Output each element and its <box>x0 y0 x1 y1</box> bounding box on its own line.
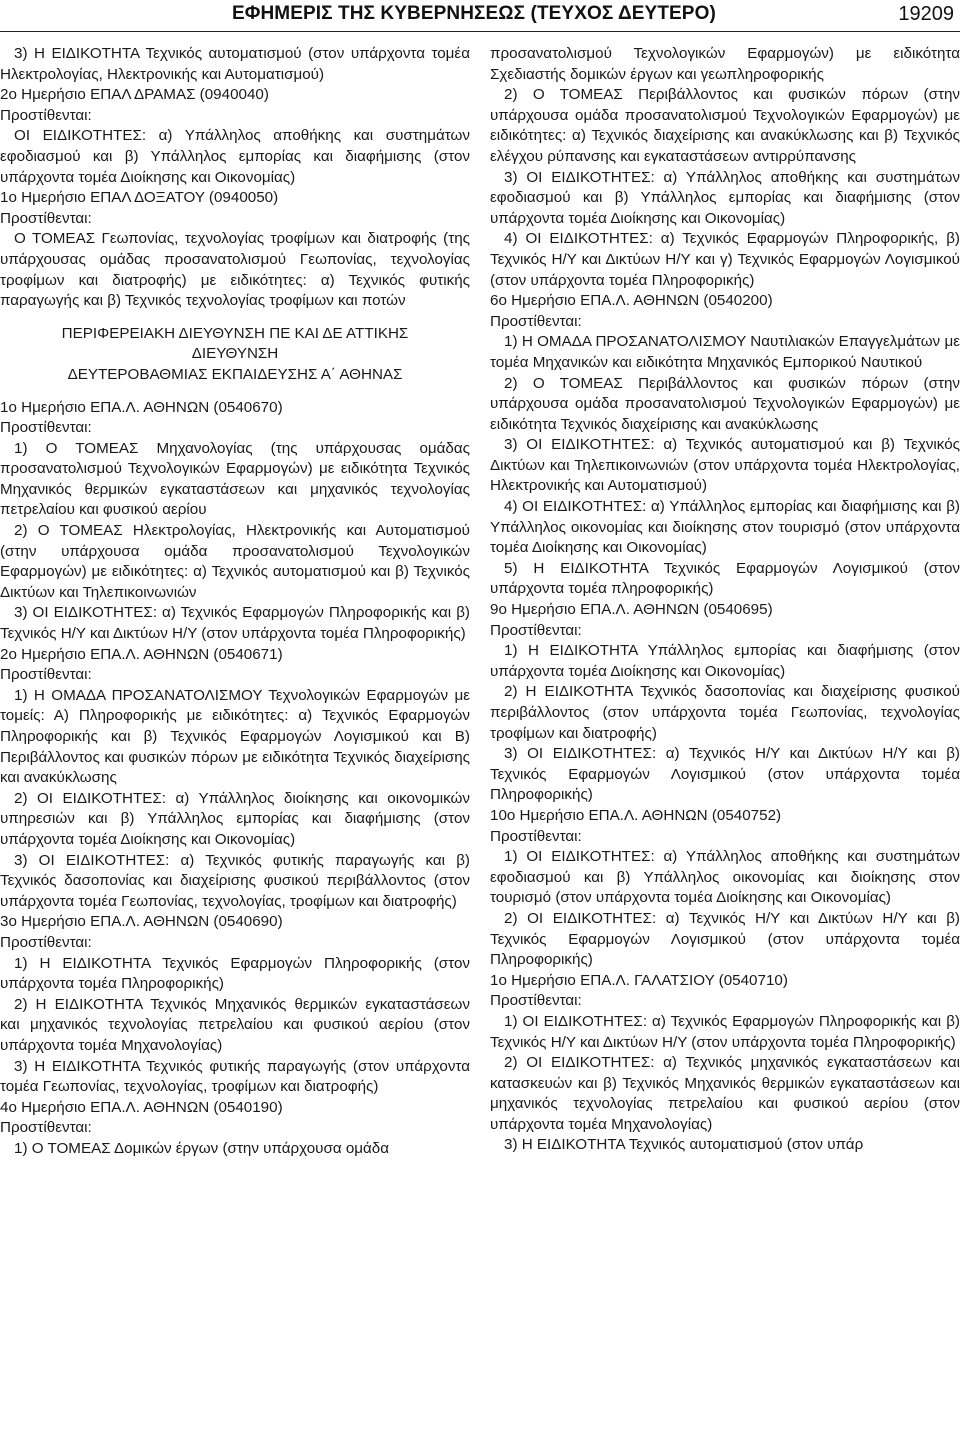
paragraph: 3) Η ΕΙΔΙΚΟΤΗΤΑ Τεχνικός φυτικής παραγωγής (στον υπάρχοντα τομέα Γεωπονίας, τεχνολογίας, τροφίμων και διατροφής) <box>0 1057 470 1096</box>
paragraph: 1) Ο ΤΟΜΕΑΣ Δομικών έργων (στην υπάρχουσα ομάδα <box>14 1139 390 1157</box>
paragraph: 1) Η ΟΜΑΔΑ ΠΡΟΣΑΝΑΤΟΛΙΣΜΟΥ Ναυτιλιακών Επαγγελμάτων με τομέα Μηχανικών και ειδικότητα Μηχανικός Εμπορικού Ναυτικού <box>490 333 960 371</box>
paragraph: 2) Ο ΤΟΜΕΑΣ Περιβάλλοντος και φυσικών πόρων (στην υπάρχουσα ομάδα προσανατολισμού Τεχνολογικών Εφαρμογών) με ειδικότητες: α) Τεχνικός διαχείρισης και ανακύκλωσης και β) Τεχνικός ελέγχου ρύπανσης και εγκαταστάσεων αντιρρύπανσης <box>490 86 960 165</box>
page-header <box>0 0 960 34</box>
paragraph: 2) Η ΕΙΔΙΚΟΤΗΤΑ Τεχνικός Μηχανικός θερμικών εγκαταστάσεων και μηχανικός τεχνολογίας πετρελαίου και φυσικού αερίου (στον υπάρχοντα τομέα Μηχανολογίας) <box>0 995 470 1054</box>
paragraph: 1) Ο ΤΟΜΕΑΣ Μηχανολογίας (της υπάρχουσας ομάδας προσανατολισμού Τεχνολογικών Εφαρμογών) με ειδικότητα Τεχνικός Μηχανικός θερμικών εγκαταστάσεων και μηχανικός τεχνολογίας πετρελαίου και φυσικού αερίου <box>0 439 470 519</box>
paragraph: 2) ΟΙ ΕΙΔΙΚΟΤΗΤΕΣ: α) Τεχνικός Η/Υ και Δικτύων Η/Υ και β) Τεχνικός Εφαρμογών Λογισμικού (στον υπάρχοντα τομέα Πληροφορικής) <box>490 909 960 969</box>
school-heading: 1ο Ημερήσιο ΕΠΑ.Λ. ΑΘΗΝΩΝ (0540670) <box>0 398 283 416</box>
school-heading: 10ο Ημερήσιο ΕΠΑ.Λ. ΑΘΗΝΩΝ (0540752) <box>490 806 782 824</box>
gazette-title: ΕΦΗΜΕΡΙΣ ΤΗΣ ΚΥΒΕΡΝΗΣΕΩΣ (ΤΕΥΧΟΣ ΔΕΥΤΕΡΟ) <box>232 3 716 24</box>
paragraph: 3) ΟΙ ΕΙΔΙΚΟΤΗΤΕΣ: α) Τεχνικός φυτικής παραγωγής και β) Τεχνικός δασοπονίας και διαχείρισης φυσικού περιβάλλοντος (στον υπάρχοντα τομέα Γεωπονίας, τεχνολογίας, τροφίμων και διατροφής) <box>0 851 470 910</box>
additions-label: Προστίθενται: <box>0 666 92 684</box>
right-column <box>490 44 960 1156</box>
left-column <box>0 44 470 1159</box>
school-heading: 1ο Ημερήσιο ΕΠΑ.Λ. ΓΑΛΑΤΣΙΟΥ (0540710) <box>490 971 788 989</box>
paragraph: 2) ΟΙ ΕΙΔΙΚΟΤΗΤΕΣ: α) Υπάλληλος διοίκησης και οικονομικών υπηρεσιών και β) Υπάλληλος εμπορίας και διαφήμισης (στον υπάρχοντα τομέα Διοίκησης και Οικονομίας) <box>0 789 470 848</box>
paragraph: 3) ΟΙ ΕΙΔΙΚΟΤΗΤΕΣ: α) Τεχνικός αυτοματισμού και β) Τεχνικός Δικτύων και Τηλεπικοινωνιών (στον υπάρχοντα τομέα Ηλεκτρολογίας, Ηλεκτρονικής και Αυτοματισμού) <box>490 436 960 495</box>
paragraph: 1) ΟΙ ΕΙΔΙΚΟΤΗΤΕΣ: α) Υπάλληλος αποθήκης και συστημάτων εφοδιασμού και β) Υπάλληλος οικονομίας και διοίκησης στον τουρισμό (στον υπάρχοντα τομέα Διοίκησης και Οικονομίας) <box>490 848 960 907</box>
school-heading: 4ο Ημερήσιο ΕΠΑ.Λ. ΑΘΗΝΩΝ (0540190) <box>0 1098 283 1116</box>
paragraph: Ο ΤΟΜΕΑΣ Γεωπονίας, τεχνολογίας τροφίμων και διατροφής (της υπάρχουσας ομάδας προσανατολισμού Γεωπονίας, τεχνολογίας τροφίμων και διατροφής) με ειδικότητες: α) Τεχνικός φυτικής παραγωγής και β) Τεχνικός τεχνολογίας τροφίμων και ποτών <box>0 230 470 310</box>
school-heading: 2ο Ημερήσιο ΕΠΑΛ ΔΡΑΜΑΣ (0940040) <box>0 86 269 104</box>
paragraph: 1) Η ΟΜΑΔΑ ΠΡΟΣΑΝΑΤΟΛΙΣΜΟΥ Τεχνολογικών Εφαρμογών με τομείς: Α) Πληροφορικής με ειδικότητες: α) Τεχνικός Εφαρμογών Πληροφορικής και β) Τεχνικός Εφαρμογών Λογισμικού και Β) Περιβάλλοντος και φυσικών πόρων με ειδικότητα Τεχνικός διαχείρισης και ανακύκλωσης <box>0 686 470 787</box>
paragraph: 3) ΟΙ ΕΙΔΙΚΟΤΗΤΕΣ: α) Υπάλληλος αποθήκης και συστημάτων εφοδιασμού και β) Υπάλληλος εμπορίας και διαφήμισης (στον υπάρχοντα τομέα Διοίκησης και Οικονομίας) <box>490 168 960 227</box>
paragraph: 3) ΟΙ ΕΙΔΙΚΟΤΗΤΕΣ: α) Τεχνικός Η/Υ και Δικτύων Η/Υ και β) Τεχνικός Εφαρμογών Λογισμικού (στον υπάρχοντα τομέα Πληροφορικής) <box>490 745 960 804</box>
paragraph: 2) Η ΕΙΔΙΚΟΤΗΤΑ Τεχνικός δασοπονίας και διαχείρισης φυσικού περιβάλλοντος (στον υπάρχοντα τομέα Γεωπονίας, τεχνολογίας τροφίμων και διατροφής) <box>490 683 960 742</box>
additions-label: Προστίθενται: <box>490 992 582 1010</box>
school-heading: 2ο Ημερήσιο ΕΠΑ.Λ. ΑΘΗΝΩΝ (0540671) <box>0 645 283 663</box>
additions-label: Προστίθενται: <box>0 106 92 124</box>
paragraph: προσανατολισμού Τεχνολογικών Εφαρμογών) με ειδικότητα Σχεδιαστής δομικών έργων και γεωπληροφορικής <box>490 45 960 83</box>
paragraph: 5) Η ΕΙΔΙΚΟΤΗΤΑ Τεχνικός Εφαρμογών Λογισμικού (στον υπάρχοντα τομέα πληροφορικής) <box>490 559 960 598</box>
paragraph: 3) ΟΙ ΕΙΔΙΚΟΤΗΤΕΣ: α) Τεχνικός Εφαρμογών Πληροφορικής και β) Τεχνικός Η/Υ και Δικτύων Η/Υ (στον υπάρχοντα τομέα Πληροφορικής) <box>0 604 470 643</box>
school-heading: 9ο Ημερήσιο ΕΠΑ.Λ. ΑΘΗΝΩΝ (0540695) <box>490 601 773 619</box>
directorate-heading: ΔΕΥΤΕΡΟΒΑΘΜΙΑΣ ΕΚΠΑΙΔΕΥΣΗΣ Α΄ ΑΘΗΝΑΣ <box>67 365 403 383</box>
paragraph: 1) Η ΕΙΔΙΚΟΤΗΤΑ Τεχνικός Εφαρμογών Πληροφορικής (στον υπάρχοντα τομέα Πληροφορικής) <box>0 954 470 993</box>
paragraph: 2) Ο ΤΟΜΕΑΣ Περιβάλλοντος και φυσικών πόρων (στην υπάρχουσα ομάδα προσανατολισμού Τεχνολογικών Εφαρμογών) με ειδικότητα Τεχνικός διαχείρισης και ανακύκλωσης <box>490 374 960 433</box>
directorate-heading: ΠΕΡΙΦΕΡΕΙΑΚΗ ΔΙΕΥΘΥΝΣΗ ΠΕ ΚΑΙ ΔΕ ΑΤΤΙΚΗΣ <box>61 324 409 342</box>
additions-label: Προστίθενται: <box>0 1119 92 1137</box>
paragraph: 2) ΟΙ ΕΙΔΙΚΟΤΗΤΕΣ: α) Τεχνικός μηχανικός εγκαταστάσεων και κατασκευών και β) Τεχνικός Μηχανικός θερμικών εγκαταστάσεων και μηχανικός τεχνολογίας πετρελαίου και φυσικού αερίου (στον υπάρχοντα τομέα Μηχανολογίας) <box>490 1054 960 1133</box>
additions-label: Προστίθενται: <box>490 621 582 639</box>
paragraph: ΟΙ ΕΙΔΙΚΟΤΗΤΕΣ: α) Υπάλληλος αποθήκης και συστημάτων εφοδιασμού και β) Υπάλληλος εμπορίας και διαφήμισης (στον υπάρχοντα τομέα Διοίκησης και Οικονομίας) <box>0 127 470 186</box>
school-heading: 1ο Ημερήσιο ΕΠΑΛ ΔΟΞΑΤΟΥ (0940050) <box>0 189 279 207</box>
school-heading: 3ο Ημερήσιο ΕΠΑ.Λ. ΑΘΗΝΩΝ (0540690) <box>0 913 283 931</box>
paragraph: 4) ΟΙ ΕΙΔΙΚΟΤΗΤΕΣ: α) Υπάλληλος εμπορίας και διαφήμισης και β) Υπάλληλος οικονομίας και διοίκησης στον τουρισμό (στον υπάρχοντα τομέα Διοίκησης και Οικονομίας) <box>490 498 960 557</box>
additions-label: Προστίθενται: <box>490 827 582 845</box>
additions-label: Προστίθενται: <box>0 933 92 951</box>
paragraph: 4) ΟΙ ΕΙΔΙΚΟΤΗΤΕΣ: α) Τεχνικός Εφαρμογών Πληροφορικής, β) Τεχνικός Η/Υ και Δικτύων Η/Υ και γ) Τεχνικός Εφαρμογών Λογισμικού (στον υπάρχοντα τομέα Πληροφορικής) <box>490 230 960 289</box>
paragraph: 1) ΟΙ ΕΙΔΙΚΟΤΗΤΕΣ: α) Τεχνικός Εφαρμογών Πληροφορικής και β) Τεχνικός Η/Υ και Δικτύων Η/Υ (στον υπάρχοντα τομέα Πληροφορικής) <box>490 1012 960 1051</box>
school-heading: 6ο Ημερήσιο ΕΠΑ.Λ. ΑΘΗΝΩΝ (0540200) <box>490 292 773 310</box>
paragraph: 2) Ο ΤΟΜΕΑΣ Ηλεκτρολογίας, Ηλεκτρονικής και Αυτοματισμού (στην υπάρχουσα ομάδα προσανατολισμού Τεχνολογικών Εφαρμογών) με ειδικότητες: α) Τεχνικός αυτοματισμού και β) Τεχνικός Δικτύων και Τηλεπικοινωνιών <box>0 522 470 601</box>
header-rule <box>0 31 960 32</box>
paragraph: 3) Η ΕΙΔΙΚΟΤΗΤΑ Τεχνικός αυτοματισμού (στον υπάρχοντα τομέα Ηλεκτρολογίας, Ηλεκτρονικής και Αυτοματισμού) <box>0 45 470 83</box>
additions-label: Προστίθενται: <box>0 209 92 227</box>
paragraph: 1) Η ΕΙΔΙΚΟΤΗΤΑ Υπάλληλος εμπορίας και διαφήμισης (στον υπάρχοντα τομέα Διοίκησης και Οικονομίας) <box>490 642 960 680</box>
additions-label: Προστίθενται: <box>490 312 582 330</box>
additions-label: Προστίθενται: <box>0 419 92 437</box>
page-number: 19209 <box>898 3 954 25</box>
directorate-heading: ΔΙΕΥΘΥΝΣΗ <box>191 345 279 363</box>
paragraph: 3) Η ΕΙΔΙΚΟΤΗΤΑ Τεχνικός αυτοματισμού (στον υπάρ <box>504 1136 864 1154</box>
